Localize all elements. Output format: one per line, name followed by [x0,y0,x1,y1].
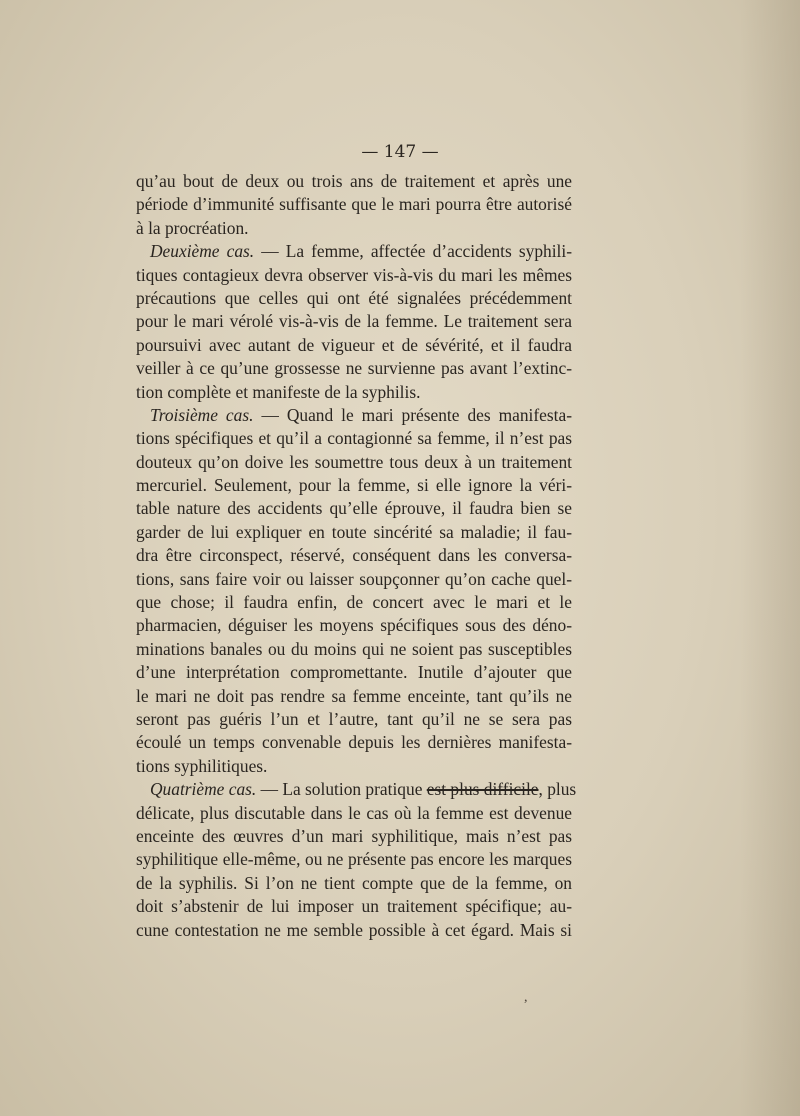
stray-ink-mark: , [524,990,528,1005]
line-text: — Quand le mari présente des manifesta- [253,404,572,425]
text-line [136,895,572,918]
line-text: tiques contagieux devra observer vis-à-vis du mari les mêmes [136,264,572,285]
text-line [136,568,572,591]
text-line [136,685,572,708]
text-line [136,310,572,333]
text-line [136,170,572,193]
text-line [136,544,572,567]
text-line [136,240,572,263]
text-line [136,427,572,450]
text-line [136,638,572,661]
text-line [136,357,572,380]
case-heading: Quatrième cas. [150,779,257,800]
line-text: enceinte des œuvres d’un mari syphilitique, mais n’est pas [136,825,572,846]
text-line [136,848,572,871]
text-line [136,755,572,778]
text-line [136,381,572,404]
line-text: de la syphilis. Si l’on ne tient compte que de la femme, on [136,872,572,893]
text-line [136,497,572,520]
case-heading: Troisième cas. [150,404,254,425]
line-text: doit s’abstenir de lui imposer un traitement spécifique; au- [136,896,572,917]
line-text: cune contestation ne me semble possible à cet égard. Mais si [136,919,572,940]
line-text: veiller à ce qu’une grossesse ne survienne pas avant l’extinc- [136,358,572,379]
line-text: délicate, plus discutable dans le cas où la femme est devenue [136,802,572,823]
line-text: tions, sans faire voir ou laisser soupçonner qu’on cache quel- [136,568,572,589]
line-text: — La solution pratique [256,779,427,800]
text-line [136,708,572,731]
line-text: qu’au bout de deux ou trois ans de traitement et après une [136,171,572,191]
text-line [136,825,572,848]
text-line [136,334,572,357]
line-text: tions syphilitiques. [136,755,268,776]
line-text: que chose; il faudra enfin, de concert avec le mari et le [136,592,572,613]
text-line [136,264,572,287]
line-text: dra être circonspect, réservé, conséquent dans les conversa- [136,545,572,566]
line-text: tions spécifiques et qu’il a contagionné sa femme, il n’est pas [136,428,572,449]
text-line [136,217,572,240]
line-text: seront pas guéris l’un et l’autre, tant qu’il ne se sera pas [136,708,572,729]
text-line [136,872,572,895]
line-text: écoulé un temps convenable depuis les dernières manifesta- [136,732,572,753]
line-text: tion complète et manifeste de la syphilis. [136,381,421,402]
line-text: précautions que celles qui ont été signalées précédemment [136,287,572,308]
text-line [136,731,572,754]
line-text: — La femme, affectée d’accidents syphili- [254,241,572,262]
line-text: à la procréation. [136,217,249,238]
line-text: table nature des accidents qu’elle éprouve, il faudra bien se [136,498,572,519]
line-text: pour le mari vérolé vis-à-vis de la femme. Le traitement sera [136,311,572,332]
line-text: poursuivi avec autant de vigueur et de sévérité, et il faudra [136,334,572,355]
line-text: pharmacien, déguiser les moyens spécifiques sous des déno- [136,615,572,636]
body-text [136,170,577,942]
line-text: minations banales ou du moins qui ne soient pas susceptibles [136,638,572,659]
text-line [136,193,572,216]
struck-through-text: est plus difficile [426,779,539,800]
text-line [136,474,572,497]
line-text: syphilitique elle-même, ou ne présente pas encore les marques [136,849,572,870]
text-line [136,287,572,310]
line-text: période d’immunité suffisante que le mari pourra être autorisé [136,194,572,215]
line-text: douteux qu’on doive les soumettre tous deux à un traitement [136,451,572,472]
line-text: le mari ne doit pas rendre sa femme enceinte, tant qu’ils ne [136,685,572,706]
text-line [136,802,572,825]
page-number: — 147 — [361,142,439,162]
line-text: mercuriel. Seulement, pour la femme, si elle ignore la véri- [136,475,572,496]
text-line [136,591,572,614]
page-edge-shadow [740,0,800,1116]
text-line [136,451,572,474]
line-text-tail: , plus [538,779,577,800]
text-line [136,778,577,801]
text-line [136,521,572,544]
line-text: garder de lui expliquer en toute sincérité sa maladie; il fau- [136,521,572,542]
case-heading: Deuxième cas. [150,241,255,262]
text-line [136,614,572,637]
text-line [136,404,572,427]
text-line [136,919,572,942]
line-text: d’une interprétation compromettante. Inutile d’ajouter que [136,662,572,683]
text-line [136,661,572,684]
